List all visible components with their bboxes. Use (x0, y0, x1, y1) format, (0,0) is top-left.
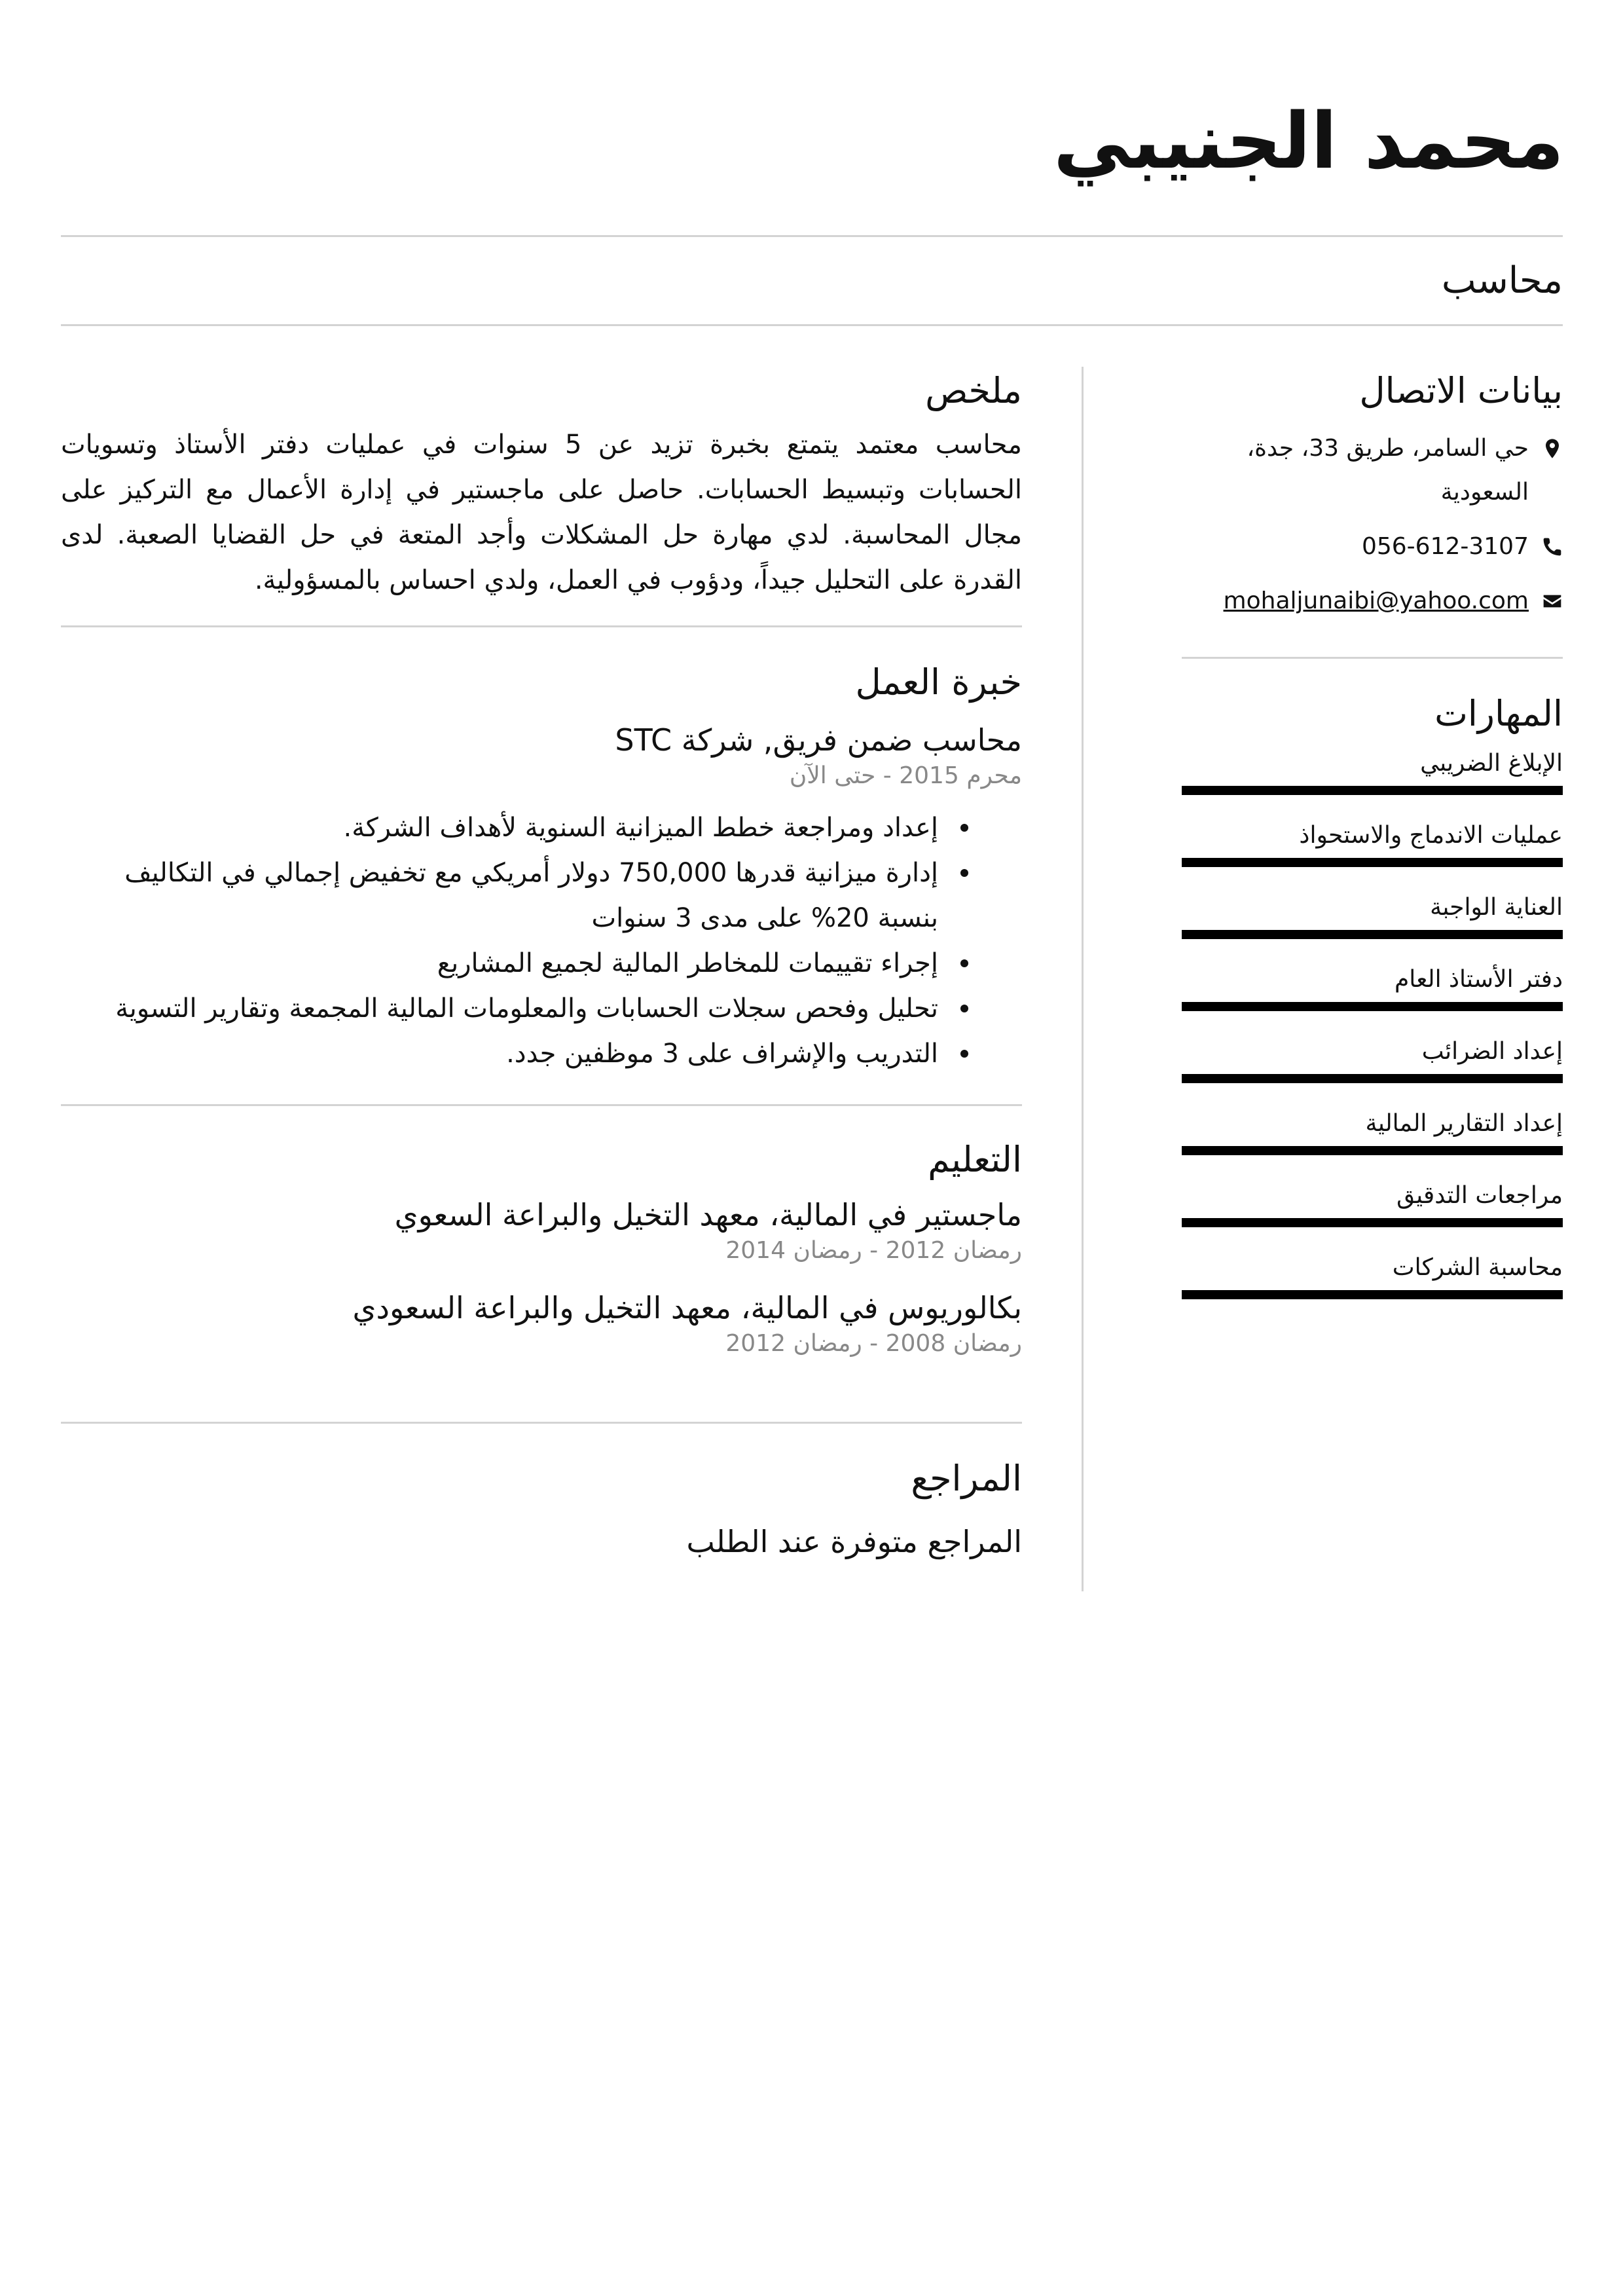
address-line-1: حي السامر، طريق 33، جدة، (1247, 435, 1529, 462)
bullet-icon (960, 1050, 968, 1058)
header-divider-top (61, 235, 1563, 237)
bullet-icon (960, 959, 968, 967)
skill-level-bar (1182, 1074, 1563, 1083)
references-title: المراجع (911, 1458, 1022, 1499)
skill-label: إعداد التقارير المالية (1365, 1110, 1563, 1137)
summary-text: محاسب معتمد يتمتع بخبرة تزيد عن 5 سنوات في عمليات دفتر الأستاذ وتسويات الحسابات وتبسيط الحسابات. حاصل على ماجستير في إدارة الأعمال مع التركيز على مجال المحاسبة. لدي مهارة حل المشكلات وأجد المتعة في حل القضايا الصعبة. لدى القدرة على التحليل جيداً، ودؤوب في العمل، ولدي احساس بالمسؤولية. (61, 430, 1022, 595)
skill-item (1182, 1033, 1563, 1083)
job-title: محاسب (1441, 259, 1563, 302)
phone-icon (1542, 536, 1563, 557)
bullet-icon (960, 824, 968, 832)
education-section (61, 1132, 1022, 1359)
experience-section (61, 655, 1022, 1077)
skill-level-bar (1182, 1290, 1563, 1299)
skill-label: دفتر الأستاذ العام (1394, 966, 1563, 993)
bullet-icon (960, 869, 968, 877)
skill-item (1182, 745, 1563, 795)
job-bullet-text: تحليل وفحص سجلات الحسابات والمعلومات المالية المجمعة وتقارير التسوية (115, 993, 938, 1024)
skill-label: إعداد الضرائب (1421, 1038, 1563, 1065)
education-dates: رمضان 2012 - رمضان 2014 (725, 1237, 1022, 1264)
job-bullet (61, 1031, 1022, 1077)
education-item (61, 1194, 1022, 1266)
job-bullet-text: إعداد ومراجعة خطط الميزانية السنوية لأهداف الشركة. (343, 813, 938, 843)
skills-list (1182, 745, 1563, 1299)
skill-item (1182, 1250, 1563, 1299)
location-icon (1542, 438, 1563, 459)
contact-section (1182, 363, 1563, 623)
education-item (61, 1287, 1022, 1359)
bullet-icon (960, 1005, 968, 1012)
skill-item (1182, 1105, 1563, 1155)
education-title: التعليم (928, 1139, 1022, 1180)
skill-item (1182, 817, 1563, 867)
experience-title: خبرة العمل (855, 661, 1022, 703)
envelope-icon (1542, 591, 1563, 612)
summary-title: ملخص (925, 370, 1022, 411)
contact-address (1182, 426, 1563, 514)
sidebar (1182, 363, 1563, 1322)
job-bullet (61, 941, 1022, 986)
job-bullet-text: إدارة ميزانية قدرها 750,000 دولار أمريكي مع تخفيض إجمالي في التكاليف بنسبة 20% على مدى 3 سنوات (124, 858, 938, 933)
education-degree: ماجستير في المالية، معهد التخيل والبراعة السعوي (394, 1197, 1022, 1232)
references-section (61, 1451, 1022, 1563)
section-divider (61, 1104, 1022, 1106)
email-link[interactable]: mohaljunaibi@yahoo.com (1223, 587, 1529, 614)
skill-level-bar (1182, 1146, 1563, 1155)
skill-level-bar (1182, 1002, 1563, 1011)
job-dates: محرم 2015 - حتى الآن (789, 762, 1022, 789)
job-bullet (61, 986, 1022, 1031)
phone-number: 056-612-3107 (1361, 533, 1529, 560)
skill-level-bar (1182, 930, 1563, 939)
skill-label: الإبلاغ الضريبي (1420, 750, 1563, 777)
sidebar-divider (1182, 657, 1563, 659)
skill-level-bar (1182, 786, 1563, 795)
references-text: المراجع متوفرة عند الطلب (686, 1524, 1022, 1559)
education-dates: رمضان 2008 - رمضان 2012 (725, 1330, 1022, 1357)
skill-item (1182, 1177, 1563, 1227)
main-column (61, 363, 1022, 1563)
skill-item (1182, 889, 1563, 939)
contact-email (1182, 579, 1563, 623)
skill-label: مراجعات التدقيق (1396, 1182, 1563, 1209)
skill-level-bar (1182, 1218, 1563, 1227)
candidate-name: محمد الجنيبي (1053, 96, 1564, 186)
summary-section (61, 363, 1022, 603)
skill-item (1182, 961, 1563, 1011)
contact-phone (1182, 525, 1563, 568)
job-bullets (61, 805, 1022, 1077)
skill-label: محاسبة الشركات (1392, 1254, 1563, 1281)
contact-title: بيانات الاتصال (1359, 370, 1563, 411)
section-divider (61, 625, 1022, 627)
skill-level-bar (1182, 858, 1563, 867)
address-line-2: السعودية (1440, 479, 1529, 506)
header-divider-bottom (61, 324, 1563, 326)
job-bullet-text: التدريب والإشراف على 3 موظفين جدد. (506, 1039, 938, 1069)
job-bullet (61, 805, 1022, 851)
skills-title: المهارات (1434, 693, 1563, 734)
job-bullet-text: إجراء تقييمات للمخاطر المالية لجميع المشاريع (437, 948, 938, 978)
skills-section (1182, 686, 1563, 1299)
column-divider (1082, 367, 1084, 1591)
job-heading: محاسب ضمن فريق, شركة STC (615, 722, 1022, 758)
education-degree: بكالوريوس في المالية، معهد التخيل والبراعة السعودي (352, 1290, 1022, 1325)
skill-label: عمليات الاندماج والاستحواذ (1299, 822, 1563, 849)
skill-label: العناية الواجبة (1430, 894, 1563, 921)
job-bullet (61, 851, 1022, 941)
section-divider (61, 1422, 1022, 1424)
